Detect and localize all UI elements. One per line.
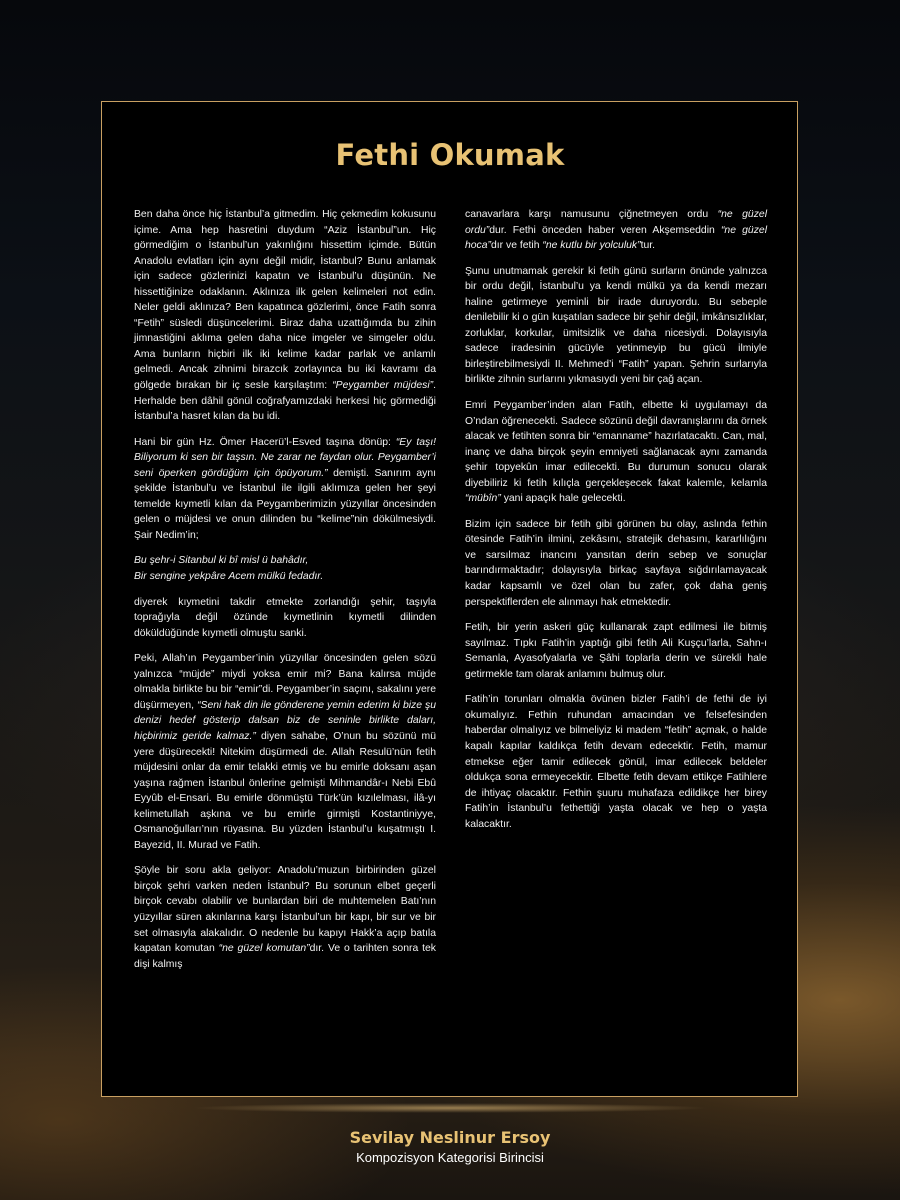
article-right-column	[465, 207, 767, 842]
paragraph	[465, 620, 767, 682]
italic-quote: “ne güzel komutan”	[218, 943, 310, 955]
italic-quote: “mübîn”	[465, 493, 501, 505]
paragraph	[134, 651, 436, 853]
paragraph	[134, 595, 436, 642]
paragraph	[465, 517, 767, 610]
italic-quote: “ne güzel hoca”	[465, 224, 767, 252]
paragraph	[465, 398, 767, 507]
author-name: Sevilay Neslinur Ersoy	[349, 1128, 551, 1147]
italic-quote: “ne güzel ordu”	[465, 209, 767, 236]
text-run: Ben daha önce hiç İstanbul’a gitmedim. Hiç çekmedim kokusunu içime. Ama hep hasretini duydum “Aziz İstanbul”un. Hiç görmediğim o İstanbul’un yakınlığını hissettim içimde. Bütün Anadolu evlatları için aynı değil midir, İstanbul? Bunu anlamak için sadece gözlerinizi kapatın ve İstanbul’u düşünün. Ne hissettiğinize odaklanın. Aklınıza ilk gelen kelimeleri not edin. Neler geldi aklınıza? Ben kapatınca gözlerimi, önce Fatih sonra “Fetih” süsledi düşüncelerimi. Biraz daha uzattığımda bu zihin jimnastiğini aklıma gelen daha nice imgeler ve simgeler oldu. Ama bunların hiçbiri ilk iki kelime kadar parlak ve anlamlı gelmedi. Ancak zihnimi birazcık zorlayınca bu iki kavramı da gölgede bırakan bir iç sesle karşılaştım:	[134, 209, 436, 392]
text-run: Şunu unutmamak gerekir ki fetih günü surların önünde yalnızca bir ordu değil, İstanbul’u ya kendi mülkü ya da kendi mezarı haline getirmeye yeminli bir irade duruyordu. Bu sebeple denilebilir ki o gün kuşatılan sadece bir şehir değil, imkânsızlıklar, zorluklar, korkular, ümitsizlik ve daha nicesiydi. Dolayısıyla sadece iradesinin gücüyle yetinmeyip bu gücü ilmiyle birleştirebilmesiydi II. Mehmed’i “Fatih” yapan. Şehrin surlarıyla birlikte zihnin surlarını yıkmasıydı yeni bir çağ açan.	[465, 265, 767, 386]
paragraph	[465, 207, 767, 254]
text-run: Bizim için sadece bir fetih gibi görünen bu olay, aslında fethin ötesinde Fatih’in ilmini, zekâsını, stratejik dehasını, kararlılığını ve sarsılmaz inancını yansıtan derin sebep ve sonuçlar barındırmaktadır; dolayısıyla birkaç sayfaya sığdırılamayacak kadar kapsamlı ve özel olan bu zafer, çok daha geniş perspektiflerden ele alınmayı hak etmektedir.	[465, 518, 767, 608]
page-title: Fethi Okumak	[335, 138, 565, 172]
text-run: Fatih’in torunları olmakla övünen bizler Fatih’i de fethi de iyi okumalıyız. Fethin ruhundan amacından ve felsefesinden haberdar olmalıyız ve bilmeliyiz ki madem “fetih” açmak, o halde kapalı kapılar kaldıkça fetih devam edecektir. Fetih, mamur etmekse eğer tamir edilecek gönül, imar edilecek beldeler oldukça sona ermeyecektir. Elbette fetih devam ettikçe Fatihlere de ihtiyaç olacaktır. Fethin şuuru muhafaza edildikçe her birey Fatih’in İstanbul’u fethettiği yaşta olacak ve hep o yaşta kalacaktır.	[465, 694, 767, 830]
text-run: diyen sahabe, O’nun bu sözünü mü yere düşürecekti! Nitekim düşürmedi de. Allah Resulü’nün fetih müjdesini onlar da emir telakki etmiş ve bu emirle doksanı aşan yaşına rağmen İstanbul önlerine gelmişti Mihmandâr-ı Nebi Ebû Eyyûb el-Ensari. Bu emirle dönmüştü Türk’ün kızılelması, ilâ-yı kelimetullah aşkına ve bu emirle girmişti Kostantiniyye, Osmanoğulları’nın rüyasına. Bu yüzden İstanbul’u kuşatmıştı I. Bayezid, II. Murad ve Fatih.	[134, 730, 436, 851]
italic-quote: “Peygamber müjdesi”	[332, 380, 434, 392]
text-run: diyerek kıymetini takdir etmekte zorlandığı şehir, taşıyla toprağıyla değil özünde kıymetlinin kıymetli dilinden döküldüğünde kıymetli olmuştu sanki.	[134, 596, 436, 639]
text-run: canavarlara karşı namusunu çiğnetmeyen ordu	[465, 209, 718, 220]
text-run: dır ve fetih	[491, 240, 543, 252]
italic-quote: “Seni hak din ile gönderene yemin ederim ki bize şu denizi hedef gösterip dalsan biz de seninle birlikte daları, hiçbirimiz geride kalmaz.”	[134, 699, 436, 742]
paragraph	[134, 207, 436, 425]
paragraph	[465, 264, 767, 388]
text-run: dur. Fethi önceden haber veren Akşemseddin	[489, 224, 721, 236]
paragraph	[134, 553, 436, 584]
text-run: Şöyle bir soru akla geliyor: Anadolu’muzun birbirinden güzel birçok şehri varken neden İstanbul? Bu sorunun elbet geçerli birçok cevabı olabilir ve bunlardan biri de muhtemelen Batı’nın yüzyıllar süren akınlarına karşı İstanbul’un bir kapı, bir sur ve bir set olmasıyla alakalıdır. O nedenle bu kapıyı Hakk’a açıp batıla kapatan komutan	[134, 865, 436, 955]
award-caption: Kompozisyon Kategorisi Birincisi	[356, 1150, 544, 1165]
italic-quote: “Ey taşı! Biliyorum ki sen bir taşsın. Ne zarar ne faydan olur. Peygamber’i seni öperken gördüğüm için öpüyorum.”	[134, 436, 436, 479]
text-run: tur.	[640, 240, 656, 252]
text-run: Fetih, bir yerin askeri güç kullanarak zapt edilmesi ile bitmiş sayılmaz. Tıpkı Fatih’in yaptığı gibi fetih Ali Kuşçu’larla, Sahn-ı Semanla, Ayasofyalarla ve Şâhi toplarla derin ve sürekli hale getirmekle tam olarak anlamını bulmuş olur.	[465, 622, 767, 680]
italic-quote: Bu şehr-i Sitanbul ki bî misl ü bahâdır, Bir sengine yekpâre Acem mülkü fedadır.	[134, 555, 324, 583]
text-run: demişti. Sanırım aynı şekilde İstanbul’u ve İstanbul ile ilgili aklımıza gelen her şeyi temelde kıymetli kılan da Peygamberimizin yüzyıllar öncesinden gelen o müjdesi ve onun dilinden bu “kelime”nin dökülmesiydi. Şair Nedim’in;	[134, 467, 436, 541]
article-left-column	[134, 207, 436, 982]
italic-quote: “ne kutlu bir yolculuk”	[542, 240, 641, 252]
paragraph	[465, 692, 767, 832]
text-run: Emri Peygamber’inden alan Fatih, elbette ki uygulamayı da O’ndan öğrenecekti. Sadece sözünü değil davranışlarını da örnek alacak ve fetihten sonra bir “emanname” hazırlatacaktı. Can, mal, inanç ve daha birçok şeyin emniyeti sağlanacak aynı zamanda şehir topyekûn imar edilecekti. Bu durumun sonucu olarak diyebiliriz ki fetih kılıçla gerçekleşecek fakat kalemle, kelamla	[465, 400, 767, 489]
decorative-glow	[190, 1103, 710, 1113]
text-run: Hani bir gün Hz. Ömer Hacerü’l-Esved taşına dönüp:	[134, 436, 396, 448]
text-run: . Herhalde ben dâhil gönül coğrafyamızdaki herkesi hiç görmediği İstanbul’a hasret kılan da bu idi.	[134, 380, 436, 423]
text-run: dır. Ve o tarihten sonra tek dişi kalmış	[134, 943, 436, 970]
text-run: Peki, Allah’ın Peygamber’inin yüzyıllar öncesinden gelen sözü yalnızca “müjde” miydi yoksa emir mi? Bana kalırsa müjde olmakla birlikte bu bir “emir”di. Peygamber’in saçını, sakalını yere düşürmeyen,	[134, 653, 436, 711]
paragraph	[134, 435, 436, 544]
paragraph	[134, 863, 436, 972]
text-run: yani apaçık hale gelecekti.	[500, 493, 626, 505]
